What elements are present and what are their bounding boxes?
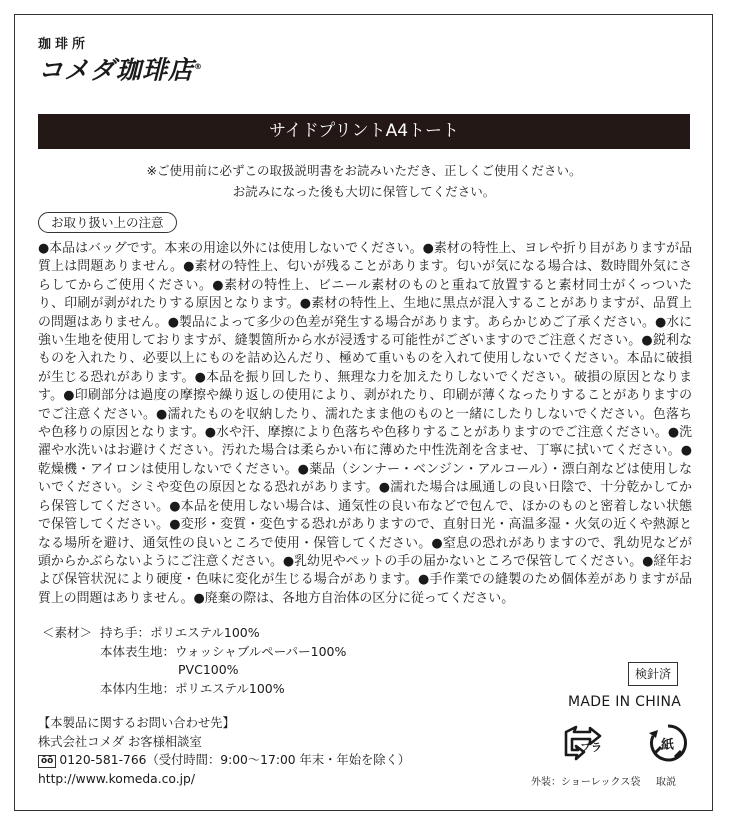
- usage-notice-line1: ※ご使用前に必ずこの取扱説明書をお読みいただき、正しくご使用ください。: [146, 163, 582, 178]
- registered-mark: ®: [194, 62, 204, 71]
- materials-value: PVC100%: [178, 662, 239, 677]
- svg-text:プラ: プラ: [580, 741, 602, 754]
- materials-row: [42, 624, 346, 643]
- materials-row: [42, 680, 346, 699]
- free-dial-icon: ōō: [38, 755, 56, 768]
- contact-company: 株式会社コメダ お客様相談室: [38, 734, 202, 749]
- plastic-recycle-icon: [560, 724, 604, 764]
- contact-phone: 0120-581-766（受付時間：9:00〜17:00 年末・年始を除く）: [59, 753, 411, 768]
- inspected-stamp: 検針済: [628, 662, 678, 686]
- brand-logo-small: 珈琲所: [38, 37, 90, 52]
- usage-notice-line2: お読みになった後も大切に保管してください。: [232, 184, 496, 199]
- brand-logo: [38, 38, 203, 85]
- brand-logo-big: コメダ珈琲店®: [38, 55, 204, 85]
- caution-heading: お取り扱い上の注意: [38, 212, 177, 233]
- materials-key: 本体表生地：: [100, 643, 176, 659]
- paper-recycle-icon: [647, 722, 689, 764]
- contact-phone-line: [38, 751, 410, 770]
- paper-caption: 取説: [656, 777, 676, 788]
- materials-key: 持ち手：: [100, 625, 151, 640]
- made-in-label: MADE IN CHINA: [568, 694, 682, 710]
- svg-text:紙: 紙: [661, 738, 675, 753]
- materials-value: ポリエステル100%: [175, 680, 285, 696]
- materials-row: [42, 661, 346, 680]
- usage-notice: [38, 160, 690, 202]
- materials-value: ウォッシャブルペーパー100%: [175, 643, 347, 659]
- caution-body: ●本品はバッグです。本来の用途以外には使用しないでください。●素材の特性上、ヨレや折り目がありますが品質上は問題ありません。●素材の特性上、匂いが残ることがあります。匂いが気になる場合は、数時間外気にさらしてからご使用ください。●素材の特性上、ビニール素材のものと重ねて放置すると素材同士がくっついたり、印刷が剥がれたりする原因となります。●素材の特性上、生地に黒点が混入することがありますが、品質上の問題はありません。●製品によって多少の色差が発生する場合があります。あらかじめご了承ください。●水に強い生地を使用しておりますが、縫製箇所から水が浸透する可能性がございますのでご注意ください。●鋭利なものを入れたり、必要以上にものを詰め込んだり、極めて重いものを入れて使用しないでください。本品に破損が生じる恐れがあります。●本品を振り回したり、無理な力を加えたりしないでください。破損の原因となります。●印刷部分は過度の摩擦や繰り返しの使用により、剥がれたり、印刷が薄くなったりすることがありますのでご注意ください。●濡れたものを収納したり、濡れたまま他のものと一緒にしたりしないでください。色落ちや色移りの原因となります。●水や汗、摩擦により色落ちや色移りすることがありますのでご注意ください。●洗濯や水洗いはお避けください。汚れた場合は柔らかい布に薄めた中性洗剤を含ませ、丁寧に拭いてください。●乾燥機・アイロンは使用しないでください。●薬品（シンナー・ベンジン・アルコール）・漂白剤などは使用しないでください。シミや変色の原因となる恐れがあります。●濡れた場合は風通しの良い日陰で、十分乾かしてから保管してください。●本品を使用しない場合は、通気性の良い布などで包んで、ほかのものと密着しない状態で保管してください。●変形・変質・変色する恐れがありますので、直射日光・高温多湿・火気の近くや熱源となる場所を避け、通気性の良いところで使用・保管してください。●窒息の恐れがありますので、乳幼児などが頭からかぶらないようにご注意ください。●乳幼児やペットの手の届かないところで保管してください。●経年および保管状況により硬度・色味に変化が生じる場合があります。●手作業での縫製のため個体差がありますが品質上の問題はありません。●廃棄の際は、各地方自治体の区分に従ってください。: [38, 241, 693, 606]
- materials-value: ポリエステル100%: [150, 625, 260, 640]
- product-title: サイドプリントA4トート: [38, 114, 690, 149]
- contact-url: http://www.komeda.co.jp/: [38, 771, 195, 786]
- materials-key: 本体内生地：: [100, 680, 176, 696]
- materials-label: ＜素材＞: [42, 625, 93, 640]
- materials-section: [42, 624, 346, 698]
- contact-section: [38, 714, 410, 788]
- contact-heading: 【本製品に関するお問い合わせ先】: [38, 716, 235, 730]
- materials-row: [42, 643, 346, 662]
- plastic-caption: 外装：ショーレックス袋: [531, 777, 641, 788]
